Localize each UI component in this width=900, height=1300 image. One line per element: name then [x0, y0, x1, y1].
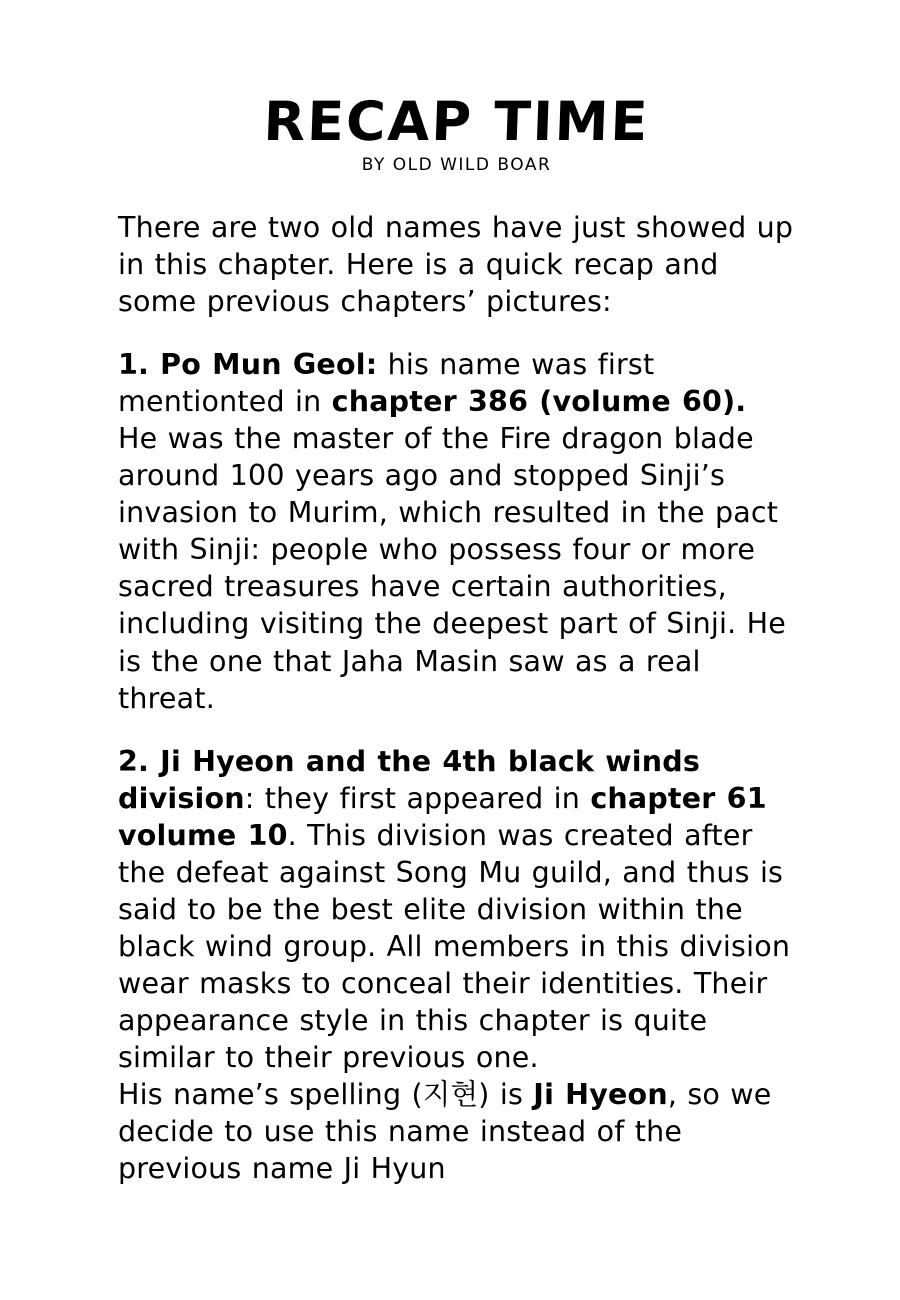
entry-2-paragraph	[118, 743, 795, 1076]
entry-2-chapter-ref: chapter 61 volume 10	[118, 781, 767, 852]
entry-2-name: 2. Ji Hyeon and the 4th black winds division	[118, 744, 701, 815]
entry-1-rest: He was the master of the Fire dragon blade around 100 years ago and stopped Sinji’s invasion to Murim, which resulted in the pact with Sinji: people who possess four or more sacred treasures have certain authorities, including visiting the deepest part of Sinji. He is the one that Jaha Masin saw as a real threat.	[118, 422, 787, 715]
closing-paragraph	[118, 1076, 795, 1187]
recap-body	[118, 209, 795, 1187]
closing-text-part2: , so we decide to use this name instead of the previous name Ji Hyun	[118, 1078, 772, 1186]
page-byline: BY OLD WILD BOAR	[361, 155, 552, 175]
entry-1-name: 1. Po Mun Geol:	[118, 348, 378, 382]
entry-1-lead: his name was first mentionted in	[118, 348, 655, 419]
entry-2-lead: : they first appeared in	[244, 781, 591, 815]
entry-1-chapter-ref: chapter 386 (volume 60).	[331, 385, 747, 419]
entry-2-rest: . This division was created after the defeat against Song Mu guild, and thus is said to be the best elite division within the black wind group. All members in this division wear masks to conceal their identities. Their appearance style in this chapter is quite similar to their previous one.	[118, 818, 791, 1074]
entry-1-paragraph	[118, 346, 795, 716]
page-title: RECAP TIME	[262, 90, 651, 153]
intro-paragraph	[118, 209, 795, 320]
closing-text-part1: His name’s spelling (지현) is	[118, 1078, 534, 1112]
closing-bold-name: Ji Hyeon	[533, 1078, 668, 1112]
intro-text: There are two old names have just showed up in this chapter. Here is a quick recap and some previous chapters’ pictures:	[118, 211, 794, 319]
